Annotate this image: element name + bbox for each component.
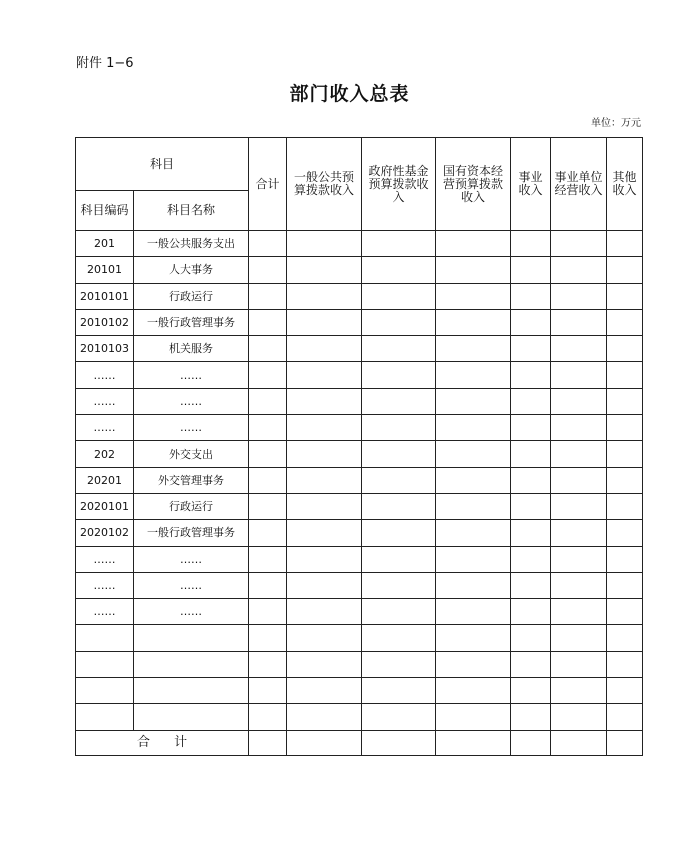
amount-cell — [249, 493, 287, 519]
subject-name-cell: 一般行政管理事务 — [134, 520, 249, 546]
amount-cell — [551, 546, 607, 572]
subject-code-cell — [76, 678, 134, 704]
amount-cell — [249, 441, 287, 467]
amount-cell — [362, 546, 436, 572]
amount-cell — [287, 599, 362, 625]
amount-cell — [436, 572, 511, 598]
amount-cell — [607, 336, 643, 362]
amount-cell — [362, 388, 436, 414]
amount-cell — [551, 441, 607, 467]
table-row — [76, 572, 643, 598]
amount-cell — [249, 388, 287, 414]
amount-cell — [436, 231, 511, 257]
subject-name-cell: …… — [134, 362, 249, 388]
table-row — [76, 388, 643, 414]
table-row — [76, 336, 643, 362]
amount-cell — [436, 336, 511, 362]
amount-cell — [551, 704, 607, 730]
total-cell — [511, 730, 551, 755]
amount-cell — [551, 572, 607, 598]
table-row — [76, 441, 643, 467]
amount-cell — [551, 520, 607, 546]
amount-cell — [362, 599, 436, 625]
amount-cell — [511, 599, 551, 625]
amount-cell — [287, 467, 362, 493]
amount-cell — [362, 257, 436, 283]
amount-cell — [511, 309, 551, 335]
amount-cell — [287, 651, 362, 677]
table-row — [76, 678, 643, 704]
amount-cell — [607, 625, 643, 651]
subject-name-cell: …… — [134, 599, 249, 625]
amount-cell — [249, 362, 287, 388]
table-row — [76, 520, 643, 546]
amount-cell — [287, 283, 362, 309]
amount-cell — [607, 704, 643, 730]
amount-cell — [362, 362, 436, 388]
amount-cell — [287, 704, 362, 730]
header-subject-name: 科目名称 — [134, 191, 249, 231]
amount-cell — [362, 415, 436, 441]
subject-code-cell: 202 — [76, 441, 134, 467]
amount-cell — [436, 441, 511, 467]
total-cell — [551, 730, 607, 755]
subject-code-cell: …… — [76, 388, 134, 414]
amount-cell — [249, 257, 287, 283]
subject-name-cell — [134, 625, 249, 651]
amount-cell — [362, 493, 436, 519]
total-cell — [436, 730, 511, 755]
subject-code-cell — [76, 625, 134, 651]
amount-cell — [511, 572, 551, 598]
amount-cell — [551, 467, 607, 493]
amount-cell — [249, 336, 287, 362]
amount-cell — [287, 520, 362, 546]
amount-cell — [287, 625, 362, 651]
amount-cell — [607, 546, 643, 572]
income-table — [75, 137, 643, 756]
amount-cell — [249, 599, 287, 625]
subject-code-cell: 2010101 — [76, 283, 134, 309]
amount-cell — [607, 441, 643, 467]
subject-name-cell: 一般行政管理事务 — [134, 309, 249, 335]
total-cell — [249, 730, 287, 755]
amount-cell — [287, 415, 362, 441]
subject-name-cell: 一般公共服务支出 — [134, 231, 249, 257]
subject-code-cell: 20201 — [76, 467, 134, 493]
amount-cell — [362, 520, 436, 546]
subject-code-cell: 2010103 — [76, 336, 134, 362]
table-row — [76, 415, 643, 441]
amount-cell — [551, 283, 607, 309]
amount-cell — [436, 388, 511, 414]
amount-cell — [249, 572, 287, 598]
amount-cell — [249, 704, 287, 730]
subject-name-cell: 机关服务 — [134, 336, 249, 362]
table-row — [76, 467, 643, 493]
subject-name-cell: …… — [134, 572, 249, 598]
amount-cell — [607, 467, 643, 493]
table-row — [76, 309, 643, 335]
amount-cell — [607, 599, 643, 625]
amount-cell — [607, 283, 643, 309]
amount-cell — [551, 309, 607, 335]
amount-cell — [436, 599, 511, 625]
subject-name-cell: …… — [134, 415, 249, 441]
amount-cell — [511, 651, 551, 677]
amount-cell — [362, 704, 436, 730]
subject-code-cell: 2010102 — [76, 309, 134, 335]
amount-cell — [362, 467, 436, 493]
total-row-label: 合 计 — [76, 730, 249, 755]
amount-cell — [511, 467, 551, 493]
header-subject-group: 科目 — [76, 138, 249, 191]
amount-cell — [436, 415, 511, 441]
amount-cell — [362, 625, 436, 651]
subject-code-cell: 201 — [76, 231, 134, 257]
header-business-income: 事业收入 — [511, 138, 551, 231]
amount-cell — [511, 546, 551, 572]
amount-cell — [436, 283, 511, 309]
table-row — [76, 546, 643, 572]
amount-cell — [607, 651, 643, 677]
amount-cell — [362, 231, 436, 257]
header-subject-code: 科目编码 — [76, 191, 134, 231]
amount-cell — [249, 415, 287, 441]
total-cell — [287, 730, 362, 755]
table-row — [76, 704, 643, 730]
amount-cell — [362, 678, 436, 704]
amount-cell — [287, 678, 362, 704]
amount-cell — [551, 336, 607, 362]
subject-code-cell — [76, 704, 134, 730]
amount-cell — [511, 441, 551, 467]
amount-cell — [511, 704, 551, 730]
amount-cell — [436, 625, 511, 651]
amount-cell — [287, 493, 362, 519]
total-cell — [607, 730, 643, 755]
subject-code-cell: 2020102 — [76, 520, 134, 546]
subject-code-cell: 20101 — [76, 257, 134, 283]
amount-cell — [436, 651, 511, 677]
amount-cell — [436, 520, 511, 546]
amount-cell — [551, 231, 607, 257]
amount-cell — [249, 283, 287, 309]
header-business-unit-income: 事业单位经营收入 — [551, 138, 607, 231]
amount-cell — [551, 257, 607, 283]
subject-code-cell: …… — [76, 572, 134, 598]
amount-cell — [551, 625, 607, 651]
amount-cell — [511, 493, 551, 519]
amount-cell — [436, 678, 511, 704]
subject-name-cell — [134, 678, 249, 704]
table-row — [76, 231, 643, 257]
amount-cell — [362, 651, 436, 677]
amount-cell — [249, 546, 287, 572]
subject-name-cell: 外交管理事务 — [134, 467, 249, 493]
amount-cell — [607, 493, 643, 519]
subject-code-cell — [76, 651, 134, 677]
amount-cell — [511, 362, 551, 388]
amount-cell — [551, 678, 607, 704]
amount-cell — [249, 231, 287, 257]
subject-name-cell: 外交支出 — [134, 441, 249, 467]
header-general-budget: 一般公共预算拨款收入 — [287, 138, 362, 231]
table-row — [76, 625, 643, 651]
amount-cell — [249, 651, 287, 677]
amount-cell — [551, 493, 607, 519]
amount-cell — [436, 309, 511, 335]
amount-cell — [607, 231, 643, 257]
amount-cell — [607, 572, 643, 598]
header-other-income: 其他收入 — [607, 138, 643, 231]
subject-name-cell: 人大事务 — [134, 257, 249, 283]
subject-name-cell — [134, 651, 249, 677]
amount-cell — [362, 336, 436, 362]
amount-cell — [249, 467, 287, 493]
amount-cell — [511, 257, 551, 283]
amount-cell — [551, 362, 607, 388]
amount-cell — [551, 599, 607, 625]
subject-name-cell: 行政运行 — [134, 493, 249, 519]
amount-cell — [551, 388, 607, 414]
amount-cell — [362, 309, 436, 335]
amount-cell — [362, 572, 436, 598]
amount-cell — [287, 362, 362, 388]
amount-cell — [249, 625, 287, 651]
amount-cell — [249, 520, 287, 546]
subject-name-cell — [134, 704, 249, 730]
attachment-label: 附件 1−6 — [76, 56, 134, 71]
table-row — [76, 257, 643, 283]
page-title: 部门收入总表 — [289, 83, 410, 105]
amount-cell — [287, 572, 362, 598]
amount-cell — [362, 441, 436, 467]
amount-cell — [287, 336, 362, 362]
subject-code-cell: …… — [76, 599, 134, 625]
amount-cell — [249, 678, 287, 704]
amount-cell — [436, 467, 511, 493]
amount-cell — [249, 309, 287, 335]
total-cell — [362, 730, 436, 755]
header-total: 合计 — [249, 138, 287, 231]
amount-cell — [511, 231, 551, 257]
amount-cell — [607, 388, 643, 414]
table-row — [76, 651, 643, 677]
table-row — [76, 599, 643, 625]
subject-name-cell: …… — [134, 388, 249, 414]
subject-name-cell: …… — [134, 546, 249, 572]
amount-cell — [511, 415, 551, 441]
amount-cell — [511, 625, 551, 651]
amount-cell — [511, 283, 551, 309]
subject-name-cell: 行政运行 — [134, 283, 249, 309]
amount-cell — [287, 546, 362, 572]
amount-cell — [287, 309, 362, 335]
amount-cell — [511, 520, 551, 546]
amount-cell — [287, 231, 362, 257]
amount-cell — [607, 678, 643, 704]
amount-cell — [362, 283, 436, 309]
subject-code-cell: …… — [76, 362, 134, 388]
table-row — [76, 493, 643, 519]
amount-cell — [511, 336, 551, 362]
amount-cell — [511, 678, 551, 704]
amount-cell — [436, 704, 511, 730]
table-row — [76, 283, 643, 309]
amount-cell — [436, 546, 511, 572]
header-state-capital: 国有资本经营预算拨款收入 — [436, 138, 511, 231]
amount-cell — [287, 441, 362, 467]
amount-cell — [287, 257, 362, 283]
unit-label: 单位：万元 — [591, 118, 641, 129]
amount-cell — [287, 388, 362, 414]
amount-cell — [511, 388, 551, 414]
amount-cell — [551, 415, 607, 441]
subject-code-cell: …… — [76, 546, 134, 572]
table-row — [76, 362, 643, 388]
amount-cell — [551, 651, 607, 677]
subject-code-cell: 2020101 — [76, 493, 134, 519]
subject-code-cell: …… — [76, 415, 134, 441]
amount-cell — [607, 309, 643, 335]
amount-cell — [607, 362, 643, 388]
header-gov-fund: 政府性基金预算拨款收入 — [362, 138, 436, 231]
amount-cell — [436, 257, 511, 283]
amount-cell — [607, 415, 643, 441]
amount-cell — [607, 520, 643, 546]
amount-cell — [436, 493, 511, 519]
amount-cell — [607, 257, 643, 283]
amount-cell — [436, 362, 511, 388]
